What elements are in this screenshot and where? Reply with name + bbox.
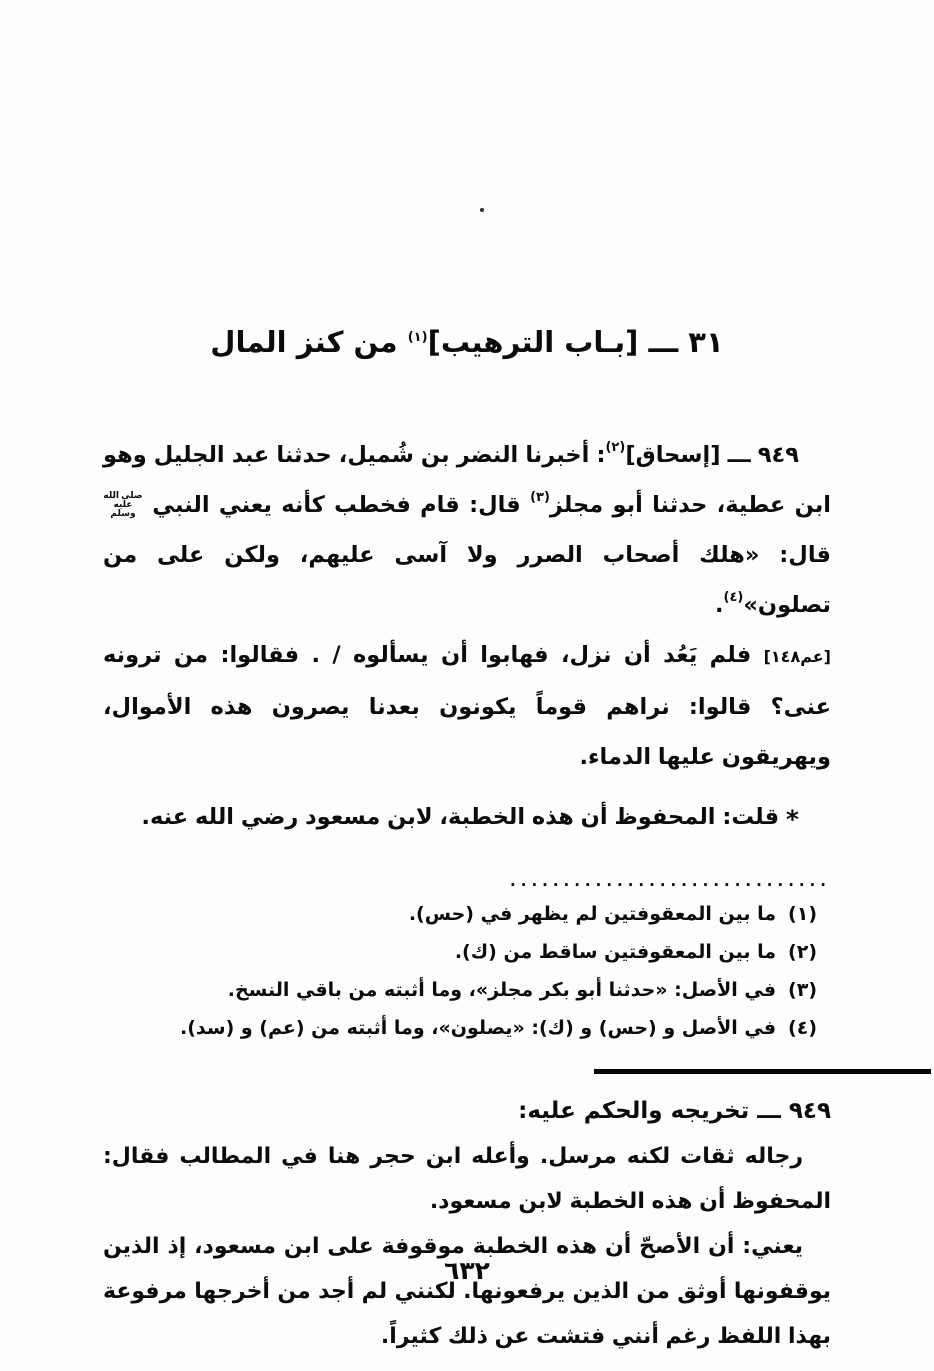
chapter-title-text-1: ٣١ ـــ [بـاب الترهيب]: [427, 325, 724, 359]
hadith-paragraph: [103, 430, 831, 630]
hadith-number-and-isnad: ٩٤٩ ـــ [إسحاق]: [625, 442, 799, 468]
footnote-text: في الأصل و (حس) و (ك): «يصلون»، وما أثبته من (عم) و (سد).: [180, 1017, 777, 1039]
takhrij-paragraph-1: رجاله ثقات لكنه مرسل. وأعله ابن حجر هنا في المطالب فقال: المحفوظ أن هذه الخطبة لابن مسعود.: [103, 1144, 831, 1214]
footnote-number: (٣): [788, 979, 817, 1001]
footnote-text: ما بين المعقوفتين لم يظهر في (حس).: [408, 903, 777, 925]
footnote-ref-1: (١): [407, 330, 428, 345]
footnote-row: [103, 1009, 817, 1047]
takhrij-section-divider: [594, 1069, 931, 1074]
folio-marker: [عم١٤٨]: [763, 647, 831, 666]
takhrij-paragraph-2: [103, 1224, 831, 1359]
matn-text-2: قال: «هلك أصحاب الصرر ولا آسى عليهم، ولكن على من تصلون»: [103, 542, 831, 618]
takhrij-p2-lead: يعني:: [742, 1234, 803, 1259]
footnote-ref-4: (٤): [723, 590, 744, 605]
takhrij-heading: ٩٤٩ ـــ تخريجه والحكم عليه:: [518, 1098, 831, 1124]
footnote-ref-3: (٣): [530, 490, 550, 505]
text-block: [0, 318, 934, 1359]
footnote-text: في الأصل: «حدثنا أبو بكر مجلز»، وما أثبته من باقي النسخ.: [227, 979, 777, 1001]
chapter-title-text-2: من كنز المال: [210, 325, 408, 359]
hadith-continuation-text: فلم يَعُد أن نزل، فهابوا أن يسألوه / . فقالوا: من ترونه عنى؟ قالوا: نراهم قوماً يكونون بعدنا يصرون هذه الأموال، ويهريقون عليها الدماء.: [103, 642, 831, 770]
footnote-text: ما بين المعقوفتين ساقط من (ك).: [454, 941, 777, 963]
scan-artifact-dot: [480, 208, 484, 212]
qult-text: المحفوظ أن هذه الخطبة، لابن مسعود رضي الله عنه.: [141, 804, 723, 830]
footnote-ref-2: (٢): [605, 440, 626, 455]
footnote-row: [103, 895, 817, 933]
footnote-row: [103, 971, 817, 1009]
takhrij-p2-text: أن الأصحّ أن هذه الخطبة موقوفة على ابن مسعود، إذ الذين يوقفونها أوثق من الذين يرفعونها. لكنني لم أجد من أخرجها مرفوعة بهذا اللفظ رغم أنني فتشت عن ذلك كثيراً.: [103, 1234, 831, 1349]
footnote-separator-dots: ..............................: [510, 872, 831, 890]
author-comment-paragraph: [103, 792, 831, 845]
matn-text-1: قال: قام فخطب كأنه يعني النبي: [143, 492, 531, 518]
footnotes-block: [103, 895, 831, 1047]
footnote-row: [103, 933, 817, 971]
page-number: ٦٣٢: [444, 1256, 490, 1285]
matn-text-end: .: [714, 592, 724, 618]
hadith-continuation-paragraph: [103, 630, 831, 782]
honorific-saw-icon: صلى الله عليه وسلم: [103, 491, 143, 519]
isnad-text: : أخبرنا النضر بن شُميل، حدثنا عبد الجليل وهو ابن عطية، حدثنا أبو مجلز: [103, 442, 831, 518]
footnote-number: (١): [788, 903, 817, 925]
footnote-number: (٢): [788, 941, 817, 963]
footnote-number: (٤): [788, 1017, 817, 1039]
chapter-title: [103, 318, 831, 366]
qult-lead: قلت:: [722, 804, 780, 830]
asterisk-marker: *: [785, 805, 799, 834]
